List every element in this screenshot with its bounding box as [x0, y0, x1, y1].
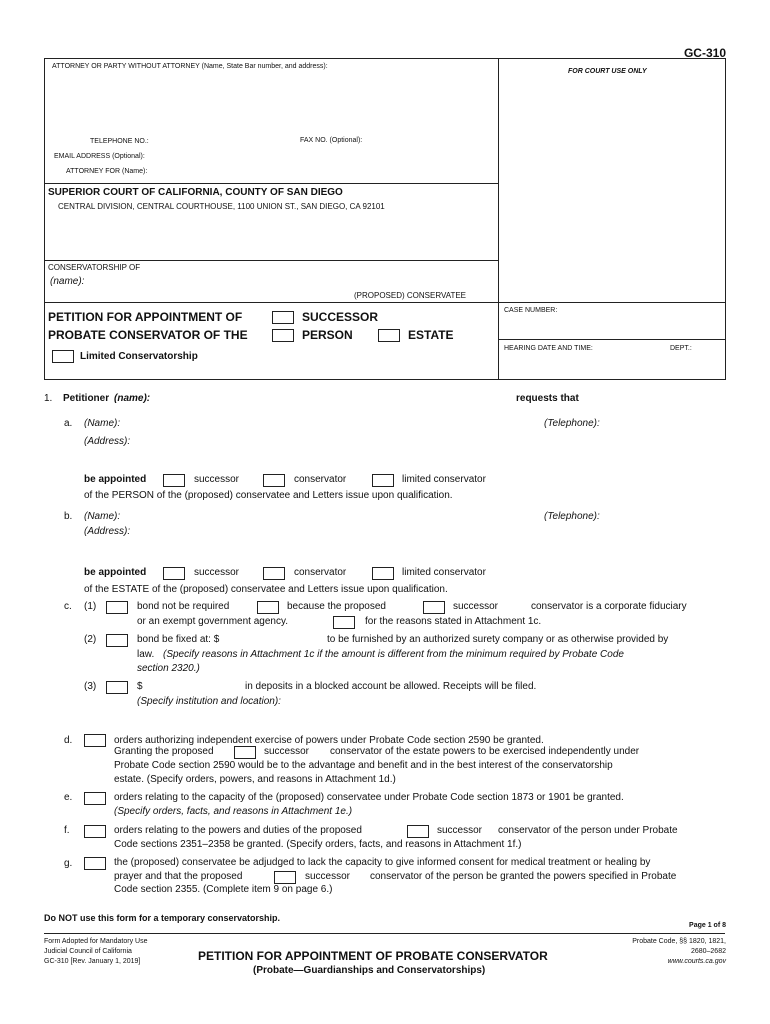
a-person-line: of the PERSON of the (proposed) conservatee and Letters issue upon qualification. — [84, 490, 453, 501]
d-text-3: Probate Code section 2590 would be to the advantage and benefit and in the best interest of the conservatorship — [114, 760, 613, 771]
c2-checkbox[interactable] — [106, 634, 128, 647]
f-text-1c: conservator of the person under Probate — [498, 825, 678, 836]
g-text-1: the (proposed) conservatee be adjudged to lack the capacity to give informed consent for medical treatment or healing by — [114, 857, 651, 868]
f-successor-checkbox[interactable] — [407, 825, 429, 838]
court-use-label: FOR COURT USE ONLY — [568, 68, 647, 75]
d-successor-checkbox[interactable] — [234, 746, 256, 759]
a-limited-conservator-checkbox[interactable] — [372, 474, 394, 487]
attorney-for-label: ATTORNEY FOR (Name): — [66, 168, 148, 175]
person-label: PERSON — [302, 328, 353, 342]
item-c-letter: c. — [64, 601, 72, 612]
requests-that-label: requests that — [516, 393, 579, 404]
a-telephone-label: (Telephone): — [544, 418, 600, 429]
b-estate-line: of the ESTATE of the (proposed) conservatee and Letters issue upon qualification. — [84, 584, 448, 595]
code-line-1: Probate Code, §§ 1820, 1821, — [632, 938, 726, 945]
g-successor-checkbox[interactable] — [274, 871, 296, 884]
courts-website-link[interactable]: www.courts.ca.gov — [667, 958, 726, 965]
c3-text-1: $ — [137, 681, 143, 692]
petitioner-label: Petitioner — [63, 393, 110, 404]
item-g-letter: g. — [64, 858, 73, 869]
c1-successor-checkbox[interactable] — [423, 601, 445, 614]
attorney-label: ATTORNEY OR PARTY WITHOUT ATTORNEY (Name, State Bar number, and address): — [52, 63, 328, 70]
b-conservator-checkbox[interactable] — [263, 567, 285, 580]
a-conservator-label: conservator — [294, 474, 347, 485]
name-label: (name): — [50, 276, 85, 287]
d-text-2c: conservator of the estate powers to be exercised independently under — [330, 746, 640, 757]
c3-checkbox[interactable] — [106, 681, 128, 694]
rule — [498, 339, 725, 340]
c2-number: (2) — [84, 634, 97, 645]
d-text-4: estate. (Specify orders, powers, and reasons in Attachment 1d.) — [114, 774, 396, 785]
a-limited-conservator-label: limited conservator — [402, 474, 486, 485]
f-checkbox[interactable] — [84, 825, 106, 838]
successor-label: SUCCESSOR — [302, 310, 379, 324]
c2-text-3: law. — [137, 649, 155, 660]
court-name: SUPERIOR COURT OF CALIFORNIA, COUNTY OF SAN DIEGO — [48, 187, 343, 198]
footer-title: PETITION FOR APPOINTMENT OF PROBATE CONSERVATOR — [198, 949, 548, 963]
c3-text-3: (Specify institution and location): — [137, 696, 281, 707]
item-1-number: 1. — [44, 393, 53, 404]
do-not-use-note: Do NOT use this form for a temporary conservatorship. — [44, 913, 281, 923]
petitioner-name-label: (name): — [114, 393, 151, 404]
a-conservator-checkbox[interactable] — [263, 474, 285, 487]
c1-text-2: because the proposed — [287, 601, 386, 612]
adopted-line-1: Form Adopted for Mandatory Use — [44, 938, 148, 945]
d-text-2a: Granting the proposed — [114, 746, 214, 757]
telephone-label: TELEPHONE NO.: — [90, 138, 149, 145]
b-telephone-label: (Telephone): — [544, 511, 600, 522]
estate-checkbox[interactable] — [378, 329, 400, 342]
c2-text-1: bond be fixed at: $ — [137, 634, 220, 645]
footer-rule — [44, 933, 725, 934]
b-be-appointed-label: be appointed — [84, 567, 147, 578]
e-text-2: (Specify orders, facts, and reasons in Attachment 1e.) — [114, 806, 353, 817]
rule — [44, 302, 725, 303]
successor-checkbox[interactable] — [272, 311, 294, 324]
item-b-letter: b. — [64, 511, 73, 522]
rule — [44, 260, 499, 261]
estate-label: ESTATE — [408, 328, 454, 342]
a-successor-label: successor — [194, 474, 240, 485]
title-line-2: PROBATE CONSERVATOR OF THE — [48, 328, 248, 342]
c1-attachment-checkbox[interactable] — [333, 616, 355, 629]
title-line-1: PETITION FOR APPOINTMENT OF — [48, 310, 243, 324]
b-name-label: (Name): — [84, 511, 121, 522]
g-text-2a: prayer and that the proposed — [114, 871, 243, 882]
court-address: CENTRAL DIVISION, CENTRAL COURTHOUSE, 1100 UNION ST., SAN DIEGO, CA 92101 — [58, 202, 385, 211]
b-conservator-label: conservator — [294, 567, 347, 578]
c1-text-6: for the reasons stated in Attachment 1c. — [365, 616, 542, 627]
footer-subtitle: (Probate—Guardianships and Conservatorships) — [253, 965, 486, 976]
f-text-1b: successor — [437, 825, 483, 836]
adopted-line-3: GC-310 [Rev. January 1, 2019] — [44, 958, 141, 965]
b-successor-checkbox[interactable] — [163, 567, 185, 580]
f-text-1a: orders relating to the powers and duties of the proposed — [114, 825, 362, 836]
c1-checkbox[interactable] — [106, 601, 128, 614]
fax-label: FAX NO. (Optional): — [300, 137, 363, 144]
g-text-2b: successor — [305, 871, 351, 882]
c1-corporate-checkbox[interactable] — [257, 601, 279, 614]
page-number: Page 1 of 8 — [689, 922, 726, 929]
g-checkbox[interactable] — [84, 857, 106, 870]
c1-text-3: successor — [453, 601, 499, 612]
item-e-letter: e. — [64, 792, 73, 803]
item-f-letter: f. — [64, 825, 70, 836]
d-checkbox[interactable] — [84, 734, 106, 747]
g-text-3: Code section 2355. (Complete item 9 on page 6.) — [114, 884, 333, 895]
limited-conservatorship-label: Limited Conservatorship — [80, 351, 198, 362]
hearing-date-label: HEARING DATE AND TIME: — [504, 345, 593, 352]
form-id: GC-310 — [683, 46, 726, 60]
c1-text-1: bond not be required — [137, 601, 230, 612]
item-d-letter: d. — [64, 735, 73, 746]
a-address-label: (Address): — [84, 436, 131, 447]
d-text-1: orders authorizing independent exercise of powers under Probate Code section 2590 be granted. — [114, 735, 544, 746]
g-text-2c: conservator of the person be granted the powers specified in Probate — [370, 871, 677, 882]
c2-text-5: section 2320.) — [137, 663, 200, 674]
e-checkbox[interactable] — [84, 792, 106, 805]
limited-conservatorship-checkbox[interactable] — [52, 350, 74, 363]
e-text-1: orders relating to the capacity of the (proposed) conservatee under Probate Code section 1873 or 1901 be granted. — [114, 792, 624, 803]
c3-number: (3) — [84, 681, 97, 692]
adopted-line-2: Judicial Council of California — [44, 948, 132, 955]
a-successor-checkbox[interactable] — [163, 474, 185, 487]
a-be-appointed-label: be appointed — [84, 474, 147, 485]
case-number-label: CASE NUMBER: — [504, 307, 558, 314]
a-name-label: (Name): — [84, 418, 121, 429]
rule — [44, 183, 499, 184]
person-checkbox[interactable] — [272, 329, 294, 342]
dept-label: DEPT.: — [670, 345, 692, 352]
b-successor-label: successor — [194, 567, 240, 578]
email-label: EMAIL ADDRESS (Optional): — [54, 153, 145, 160]
proposed-conservatee-label: (PROPOSED) CONSERVATEE — [354, 291, 467, 300]
b-limited-conservator-checkbox[interactable] — [372, 567, 394, 580]
c2-text-2: to be furnished by an authorized surety company or as otherwise provided by — [327, 634, 669, 645]
d-text-2b: successor — [264, 746, 310, 757]
caption-divider — [498, 58, 499, 379]
f-text-2: Code sections 2351–2358 be granted. (Specify orders, facts, and reasons in Attachment 1f.) — [114, 839, 522, 850]
conservatorship-of-label: CONSERVATORSHIP OF — [48, 263, 141, 272]
b-address-label: (Address): — [84, 526, 131, 537]
c3-text-2: in deposits in a blocked account be allowed. Receipts will be filed. — [245, 681, 537, 692]
c1-text-4: conservator is a corporate fiduciary — [531, 601, 687, 612]
c1-text-5: or an exempt government agency. — [137, 616, 289, 627]
c2-text-4: (Specify reasons in Attachment 1c if the amount is different from the minimum required by Probate Code — [163, 649, 624, 660]
item-a-letter: a. — [64, 418, 73, 429]
c1-number: (1) — [84, 601, 97, 612]
code-line-2: 2680–2682 — [690, 948, 726, 955]
b-limited-conservator-label: limited conservator — [402, 567, 486, 578]
